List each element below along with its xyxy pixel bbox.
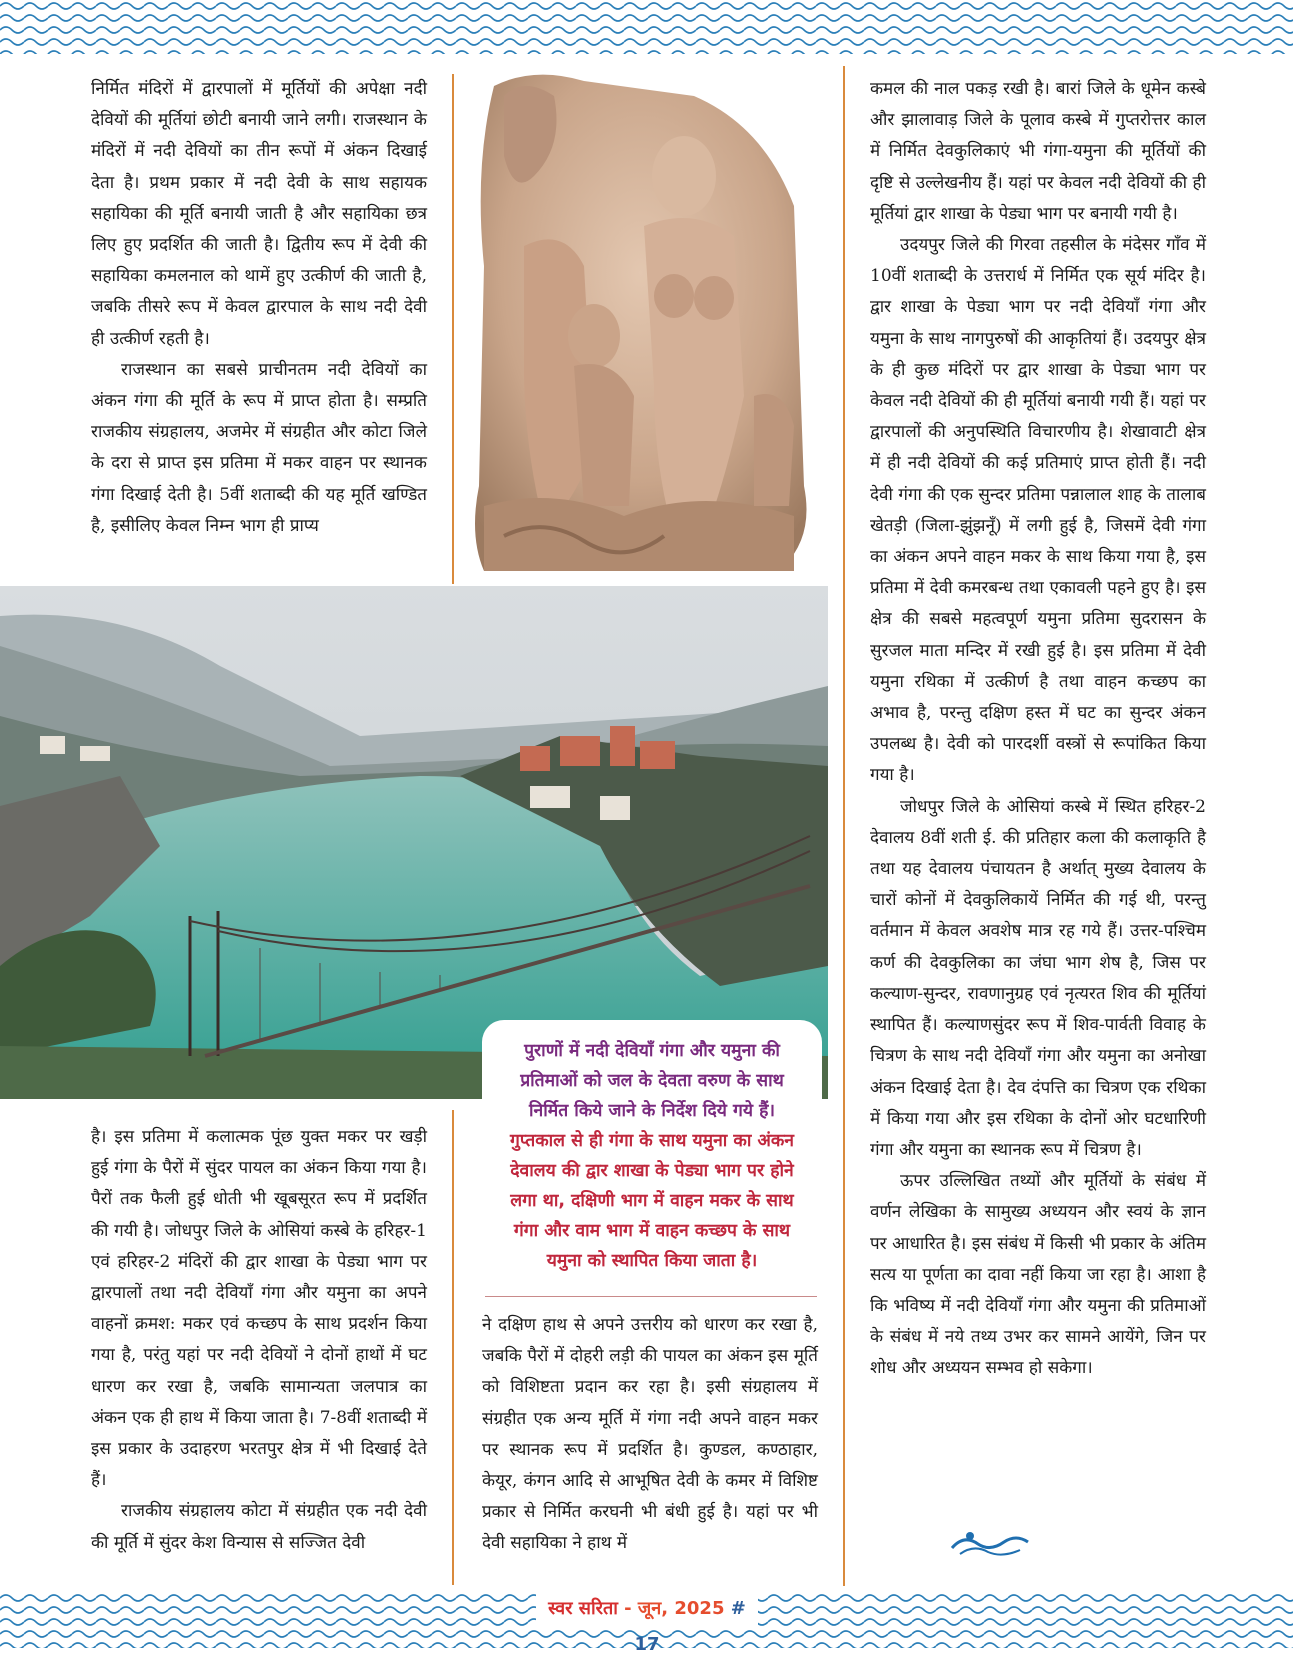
wave-end-icon bbox=[950, 1528, 1030, 1556]
column-divider-right bbox=[843, 66, 845, 1586]
paragraph: राजकीय संग्रहालय कोटा में संग्रहीत एक नदी देवी की मूर्ति में सुंदर केश विन्यास से सज्जित देवी bbox=[91, 1501, 427, 1553]
page-footer bbox=[536, 1591, 758, 1655]
pull-quote bbox=[482, 1020, 822, 1286]
page-number: # 17 bbox=[634, 1598, 746, 1655]
left-column-top bbox=[91, 74, 427, 542]
middle-column-bottom bbox=[482, 1310, 818, 1560]
pull-quote-line: गुप्तकाल से ही गंगा के साथ यमुना का अंकन bbox=[509, 1131, 795, 1151]
pull-quote-line: प्रतिमाओं को जल के देवता वरुण के साथ bbox=[520, 1071, 784, 1091]
paragraph: जोधपुर जिले के ओसियां कस्बे में स्थित हरिहर-2 देवालय 8वीं शती ई. की प्रतिहार कला की कलाकृति है तथा यह देवालय पंचायतन है अर्थात् मुख्य देवालय के चारों कोनों में देवकुलिकायें निर्मित की गई थी, परन्तु वर्तमान में केवल अवशेष मात्र रह गये हैं। उत्तर-पश्चिम कर्ण की देवकुलिका का जंघा भाग शेष है, जिस पर कल्याण-सुन्दर, रावणानुग्रह एवं नृत्यरत शिव की मूर्तियां स्थापित हैं। कल्याणसुंदर रूप में शिव-पार्वती विवाह के चित्रण के साथ नदी देवियाँ गंगा और यमुना का अनोखा अंकन दिखाई देता है। देव दंपत्ति का चित्रण एक रथिका में किया गया और इस रथिका के दोनों ओर घटधारिणी गंगा और यमुना का स्थानक रूप में चित्रण है। bbox=[870, 796, 1206, 1160]
pull-quote-line: देवालय की द्वार शाखा के पेड्या भाग पर होने bbox=[510, 1161, 794, 1181]
footer-separator: - bbox=[617, 1598, 638, 1619]
pull-quote-divider bbox=[485, 1296, 817, 1297]
pull-quote-line: पुराणों में नदी देवियाँ गंगा और यमुना की bbox=[524, 1041, 780, 1061]
issue-date: जून, 2025 bbox=[637, 1598, 725, 1619]
river-goddess-sculpture-icon bbox=[464, 66, 824, 578]
magazine-name: स्वर सरिता bbox=[548, 1598, 618, 1619]
right-column bbox=[870, 74, 1206, 1385]
paragraph: राजस्थान का सबसे प्राचीनतम नदी देवियों का अंकन गंगा की मूर्ति के रूप में प्राप्त होता है। सम्प्रति राजकीय संग्रहालय, अजमेर में संग्रहीत और कोटा जिले के दरा से प्राप्त इस प्रतिमा में मकर वाहन पर स्थानक गंगा दिखाई देती है। 5वीं शताब्दी की यह मूर्ति खण्डित है, इसीलिए केवल निम्न भाग ही प्राप्य bbox=[91, 359, 427, 536]
paragraph: ऊपर उल्लिखित तथ्यों और मूर्तियों के संबंध में वर्णन लेखिका के सामुख्य अध्ययन और स्वयं के ज्ञान पर आधारित है। इस संबंध में किसी भी प्रकार के अंतिम सत्य या पूर्णता का दावा नहीं किया जा रहा है। आशा है कि भविष्य में नदी देवियाँ गंगा और यमुना की प्रतिमाओं के संबंध में नये तथ्य उभर कर सामने आयेंगे, जिन पर शोध और अध्ययन सम्भव हो सकेगा। bbox=[870, 1171, 1206, 1379]
paragraph: ने दक्षिण हाथ से अपने उत्तरीय को धारण कर रखा है, जबकि पैरों में दोहरी लड़ी की पायल का अंकन इस मूर्ति को विशिष्टता प्रदान कर रहा है। इसी संग्रहालय में संग्रहीत एक अन्य मूर्ति में गंगा नदी अपने वाहन मकर पर स्थानक रूप में प्रदर्शित है। कुण्डल, कण्ठाहार, केयूर, कंगन आदि से आभूषित देवी के कमर में विशिष्ट प्रकार से निर्मित करघनी भी बंधी हुई है। यहां पर भी देवी सहायिका ने हाथ में bbox=[482, 1315, 818, 1554]
pull-quote-line: निर्मित किये जाने के निर्देश दिये गये हैं। bbox=[529, 1101, 775, 1121]
column-divider-left-lower bbox=[452, 1110, 454, 1585]
paragraph: उदयपुर जिले की गिरवा तहसील के मंदेसर गाँव में 10वीं शताब्दी के उत्तरार्ध में निर्मित एक सूर्य मंदिर है। द्वार शाखा के पेड्या भाग पर नदी देवियाँ गंगा और यमुना के साथ नागपुरुषों की आकृतियां हैं। उदयपुर क्षेत्र के ही कुछ मंदिरों पर द्वार शाखा के पेड्या भाग पर केवल नदी देवियों की ही मूर्तियां बनायी गयी हैं। यहां पर द्वारपालों की अनुपस्थिति विचारणीय है। शेखावाटी क्षेत्र में ही नदी देवियों की कई प्रतिमाएं प्राप्त होती हैं। नदी देवी गंगा की एक सुन्दर प्रतिमा पन्नालाल शाह के तालाब खेतड़ी (जिला-झुंझनूँ) में लगी हुई है, जिसमें देवी गंगा का अंकन अपने वाहन मकर के साथ किया गया है, इस प्रतिमा में देवी कमरबन्ध तथा एकावली पहने हुए है। इस क्षेत्र की सबसे महत्वपूर्ण यमुना प्रतिमा सुदरासन के सुरजल माता मन्दिर में रखी हुई है। इस प्रतिमा में देवी यमुना रथिका में उत्कीर्ण है तथा वाहन कच्छप का अभाव है, परन्तु दक्षिण हस्त में घट का सुन्दर अंकन उपलब्ध है। देवी को पारदर्शी वस्त्रों से रूपांकित किया गया है। bbox=[870, 235, 1206, 786]
column-divider-left bbox=[452, 74, 454, 584]
pull-quote-line: यमुना को स्थापित किया जाता है। bbox=[546, 1251, 758, 1271]
pull-quote-line: गंगा और वाम भाग में वाहन कच्छप के साथ bbox=[513, 1221, 791, 1241]
pull-quote-line: लगा था, दक्षिणी भाग में वाहन मकर के साथ bbox=[510, 1191, 794, 1211]
paragraph: कमल की नाल पकड़ रखी है। बारां जिले के धूमेन कस्बे और झालावाड़ जिले के पूलाव कस्बे में गुप्तरोत्तर काल में निर्मित देवकुलिकाएं भी गंगा-यमुना की मूर्तियों की दृष्टि से उल्लेखनीय हैं। यहां पर केवल नदी देवियों की ही मूर्तियां द्वार शाखा के पेड्या भाग पर बनायी गयी है। bbox=[870, 79, 1206, 224]
top-wave-border bbox=[0, 0, 1293, 56]
paragraph: है। इस प्रतिमा में कलात्मक पूंछ युक्त मकर पर खड़ी हुई गंगा के पैरों में सुंदर पायल का अंकन किया गया है। पैरों तक फैली हुई धोती भी खूबसूरत रूप में प्रदर्शित की गयी है। जोधपुर जिले के ओसियां कस्बे के हरिहर-1 एवं हरिहर-2 मंदिरों की द्वार शाखा के पेड्या भाग पर द्वारपालों तथा नदी देवियाँ गंगा और यमुना का अपने वाहनों क्रमश: मकर एवं कच्छप के साथ प्रदर्शन किया गया है, परंतु यहां पर नदी देवियों ने दोनों हाथों में घट धारण कर रखा है, जबकि सामान्यता जलपात्र का अंकन एक ही हाथ में किया जाता है। 7-8वीं शताब्दी में इस प्रकार के उदाहरण भरतपुर क्षेत्र में भी दिखाई देते हैं। bbox=[91, 1127, 427, 1491]
left-column-bottom bbox=[91, 1122, 427, 1559]
sculpture-photo bbox=[464, 66, 824, 578]
paragraph: निर्मित मंदिरों में द्वारपालों में मूर्तियों की अपेक्षा नदी देवियों की मूर्तियां छोटी बनायी जाने लगी। राजस्थान के मंदिरों में नदी देवियों का तीन रूपों में अंकन दिखाई देता है। प्रथम प्रकार में नदी देवी के साथ सहायक सहायिका की मूर्ति बनायी जाती है और सहायिका छत्र लिए हुए प्रदर्शित की जाती है। द्वितीय रूप में देवी की सहायिका कमलनाल को थामें हुए उत्कीर्ण की जाती है, जबकि तीसरे रूप में केवल द्वारपाल के साथ नदी देवी ही उत्कीर्ण रहती है। bbox=[91, 79, 427, 349]
